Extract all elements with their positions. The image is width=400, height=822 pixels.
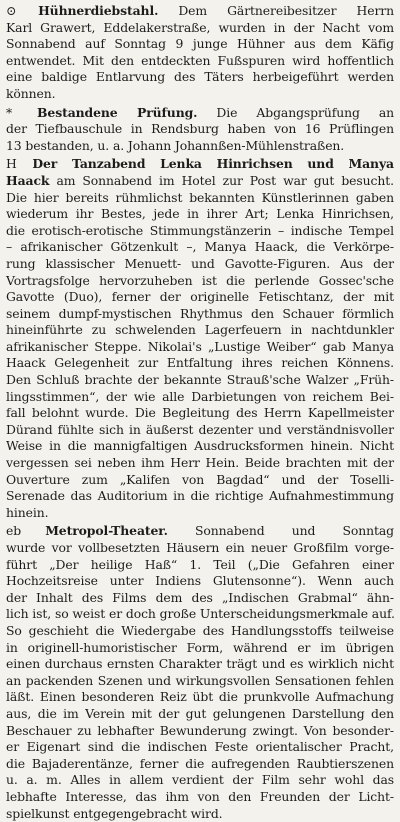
article-text-line [6, 656, 394, 673]
article-text-line [6, 69, 394, 86]
article-text-line [6, 772, 394, 789]
article-headline: Der Tanzabend Lenka Hinrichsen und Manya [32, 156, 394, 171]
article-text-line [6, 706, 394, 723]
article-text: Sonnabend auf Sonntag 9 junge Hühner aus dem Käfig [6, 36, 394, 51]
article-text-line [6, 756, 394, 773]
article-text: eine baldige Entlarvung des Täters herbeigeführt werden [6, 69, 394, 84]
article-text-line [6, 606, 394, 623]
article-text-line [6, 673, 394, 690]
article-huehnerdiebstahl [6, 3, 394, 103]
article-heading-line [6, 156, 394, 173]
article-text: So geschieht die Wiedergabe des Handlungsstoffs teilweise [6, 623, 394, 638]
article-text-line [6, 389, 394, 406]
article-text-line [6, 306, 394, 323]
article-headline: Metropol-Theater. [45, 523, 168, 538]
article-text-line [6, 223, 394, 240]
article-text: u. a. m. Alles in allem verdient der Film sehr wohl das [6, 772, 394, 787]
article-text: – afrikanischer Götzenkult –, Manya Haack, die Verkörpe- [6, 239, 394, 254]
article-text: 13 bestanden, u. a. Johann Johannßen-Mühlenstraßen. [6, 138, 344, 153]
article-text: Haack Gelegenheit zur Entfaltung ihres reichen Könnens. [6, 355, 394, 370]
article-text-line [6, 256, 394, 273]
article-text: lingsstimmen“, der wie alle Darbietungen von reichem Bei- [6, 389, 394, 404]
article-text-line [6, 455, 394, 472]
article-text-line [6, 405, 394, 422]
article-headline: Haack [6, 173, 49, 188]
article-text-line [6, 590, 394, 607]
article-text: können. [6, 86, 55, 101]
article-text-line [6, 739, 394, 756]
article-text-line [6, 472, 394, 489]
article-text-line [6, 190, 394, 207]
article-text-line [6, 623, 394, 640]
article-heading-line [6, 105, 394, 122]
article-marker: H [6, 156, 18, 173]
article-text-line [6, 53, 394, 70]
article-text-line [6, 239, 394, 256]
article-text: lich ist, so weist er doch große Unterscheidungsmerkmale auf. [6, 606, 395, 621]
article-text-line [6, 206, 394, 223]
article-pruefung [6, 105, 394, 155]
article-text: hinein. [6, 505, 48, 520]
article-text-line [6, 138, 394, 155]
article-text: afrikanischer Steppe. Nikolai's „Lustige Weiber“ gab Manya [6, 339, 394, 354]
article-text-line [6, 789, 394, 806]
article-marker: eb [6, 523, 18, 540]
article-text: am Sonnabend im Hotel zur Post war gut besucht. [49, 173, 394, 188]
article-text: die erotisch-erotische Stimmungstänzerin – indische Tempel [6, 223, 394, 238]
article-headline: Bestandene Prüfung. [37, 105, 197, 120]
article-text: Sonnabend und Sonntag [168, 523, 394, 538]
article-text-line [6, 540, 394, 557]
article-text: die Bajaderentänze, ferner die aufregenden Raubtierszenen [6, 756, 394, 771]
article-text: Gavotte (Duo), ferner der originelle Fetischtanz, der mit [6, 289, 394, 304]
article-text-line [6, 573, 394, 590]
article-text: Ouverture zum „Kalifen von Bagdad“ und der Toselli- [6, 472, 394, 487]
article-text-line [6, 273, 394, 290]
article-text: der Tiefbauschule in Rendsburg haben von 16 Prüflingen [6, 121, 394, 136]
article-text-line [6, 372, 394, 389]
article-text-line [6, 20, 394, 37]
article-text: Vortragsfolge hervorzuheben ist die perlende Gossec'sche [6, 273, 394, 288]
article-text-line [6, 121, 394, 138]
article-text: er Eigenart sind die indischen Feste orientalischer Pracht, [6, 739, 394, 754]
article-text: vergessen sei neben ihm Herr Hein. Beide brachten mit der [6, 455, 394, 470]
article-text: lebhafte Interesse, das ihm von den Freunden der Licht- [6, 789, 394, 804]
article-text-line [6, 322, 394, 339]
article-text: entwendet. Mit den entdeckten Fußspuren wird hoffentlich [6, 53, 394, 68]
article-text-line [6, 488, 394, 505]
article-heading-line [6, 523, 394, 540]
article-text-line [6, 86, 394, 103]
article-text: fall belohnt wurde. Die Begleitung des Herrn Kapellmeister [6, 405, 394, 420]
article-marker: * [6, 105, 18, 122]
article-text: Hochzeitsreise unter Indiens Glutensonne“). Wenn auch [6, 573, 394, 588]
article-text: seinem dumpf-mystischen Rhythmus den Schauer förmlich [6, 306, 394, 321]
article-text: läßt. Einen besonderen Reiz übt die prunkvolle Aufmachung [6, 689, 394, 704]
article-text-line [6, 289, 394, 306]
article-text-line [6, 689, 394, 706]
article-text-line [6, 557, 394, 574]
article-heading-line [6, 3, 394, 20]
article-text-line [6, 355, 394, 372]
article-text: in originell-humoristischer Form, während er im übrigen [6, 640, 394, 655]
article-marker: ⊙ [6, 3, 18, 20]
article-text-line [6, 438, 394, 455]
article-text: Serenade das Auditorium in die richtige Aufnahmestimmung [6, 488, 394, 503]
article-text: wurde vor vollbesetzten Häusern ein neuer Großfilm vorge- [6, 540, 394, 555]
article-text: Die hier bereits rühmlichst bekannten Künstlerinnen gaben [6, 190, 394, 205]
article-text: einen durchaus ernsten Charakter trägt und es wirklich nicht [6, 656, 394, 671]
article-text-line [6, 806, 394, 822]
article-text-line [6, 505, 394, 522]
article-text-line [6, 339, 394, 356]
article-text: führt „Der heilige Haß“ 1. Teil („Die Gefahren einer [6, 557, 394, 572]
article-text: hineinführte zu schwelenden Lagerfeuern in nachtdunkler [6, 322, 394, 337]
article-text: spielkunst entgegengebracht wird. [6, 806, 223, 821]
article-text: Den Schluß brachte der bekannte Strauß'sche Walzer „Früh- [6, 372, 394, 387]
article-text: Die Abgangsprüfung an [197, 105, 394, 120]
article-text-line [6, 36, 394, 53]
article-text: Dem Gärtnereibesitzer Herrn [158, 3, 394, 18]
article-text-line [6, 422, 394, 439]
article-text-line [6, 723, 394, 740]
article-text: Beschauer zu lebhafter Bewunderung zwingt. Von besonder- [6, 723, 394, 738]
article-text: Karl Grawert, Eddelakerstraße, wurden in der Nacht vom [6, 20, 394, 35]
article-text: wiederum ihr Bestes, jede in ihrer Art; Lenka Hinrichsen, [6, 206, 394, 221]
article-text-line [6, 640, 394, 657]
article-metropol [6, 523, 394, 822]
article-text: der Inhalt des Films dem des „Indischen Grabmal“ ähn- [6, 590, 394, 605]
article-text: rung klassischer Menuett- und Gavotte-Figuren. Aus der [6, 256, 394, 271]
article-text: Weise in die mannigfaltigen Ausdrucksformen hinein. Nicht [6, 438, 394, 453]
article-tanzabend [6, 156, 394, 521]
article-headline: Hühnerdiebstahl. [38, 3, 158, 18]
article-text: aus, die im Verein mit der gut gelungenen Darstellung den [6, 706, 394, 721]
article-text-line [6, 173, 394, 190]
article-text: an packenden Szenen und wirkungsvollen Sensationen fehlen [6, 673, 394, 688]
article-text: Dürand fühlte sich in äußerst dezenter und verständnisvoller [6, 422, 394, 437]
